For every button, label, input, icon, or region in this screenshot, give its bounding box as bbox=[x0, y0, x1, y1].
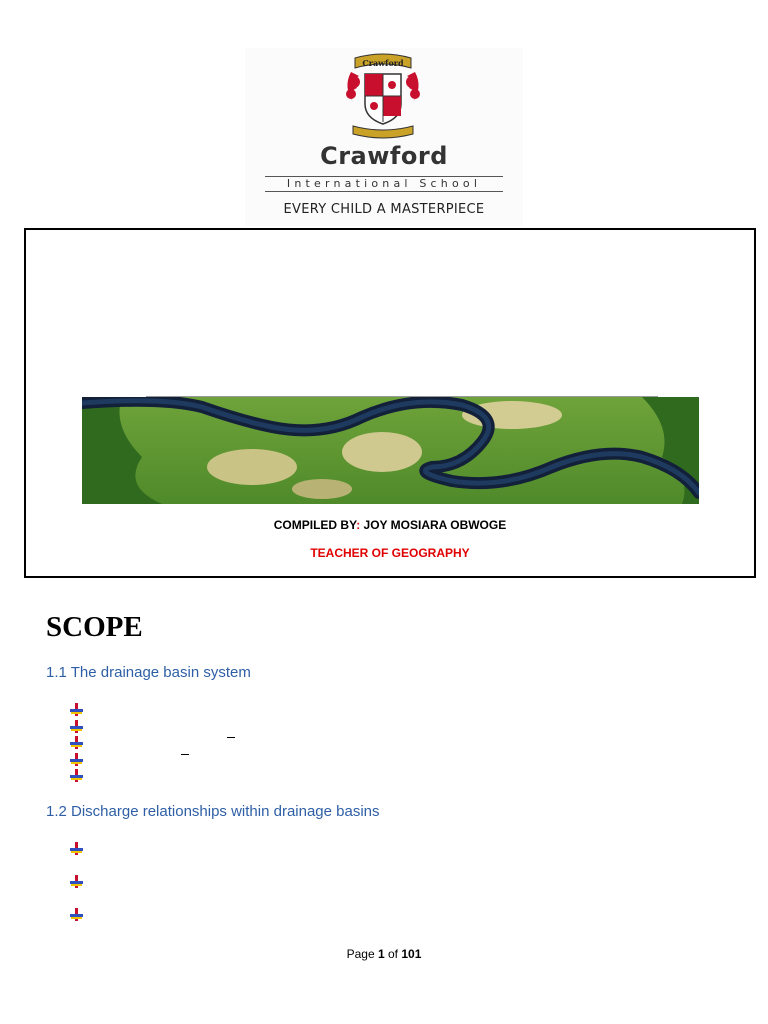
page-footer bbox=[0, 947, 768, 961]
bullet-cross-icon bbox=[70, 736, 83, 749]
school-motto: EVERY CHILD A MASTERPIECE bbox=[283, 202, 485, 217]
school-crest-icon bbox=[341, 52, 425, 140]
section-heading-1-2: 1.2 Discharge relationships within drainage basins bbox=[46, 803, 380, 820]
underscore-mark bbox=[227, 737, 235, 738]
school-logo bbox=[245, 48, 523, 226]
school-subtitle: International School bbox=[265, 176, 503, 192]
compiled-by-colon: : bbox=[356, 518, 361, 532]
bullet-cross-icon bbox=[70, 875, 83, 888]
bullet-cross-icon bbox=[70, 703, 83, 716]
page-word: Page bbox=[346, 947, 375, 961]
bullet-cross-icon bbox=[70, 842, 83, 855]
page-number: 1 bbox=[377, 947, 385, 961]
bullet-cross-icon bbox=[70, 769, 83, 782]
bullet-cross-icon bbox=[70, 908, 83, 921]
crest-banner-text: Crawford bbox=[362, 58, 404, 68]
compiled-by-label: COMPILED BY bbox=[273, 518, 357, 532]
author-name: JOY MOSIARA OBWOGE bbox=[363, 518, 507, 532]
of-word: of bbox=[388, 947, 399, 961]
bullet-cross-icon bbox=[70, 720, 83, 733]
underscore-mark bbox=[181, 754, 189, 755]
school-name: Crawford bbox=[320, 142, 448, 170]
bullet-cross-icon bbox=[70, 753, 83, 766]
author-role: TEACHER OF GEOGRAPHY bbox=[310, 546, 470, 560]
total-pages: 101 bbox=[401, 947, 422, 961]
scope-title: SCOPE bbox=[46, 611, 143, 643]
compiled-by-line bbox=[0, 518, 768, 532]
river-meander-photo bbox=[82, 397, 699, 504]
section-heading-1-1: 1.1 The drainage basin system bbox=[46, 664, 251, 681]
